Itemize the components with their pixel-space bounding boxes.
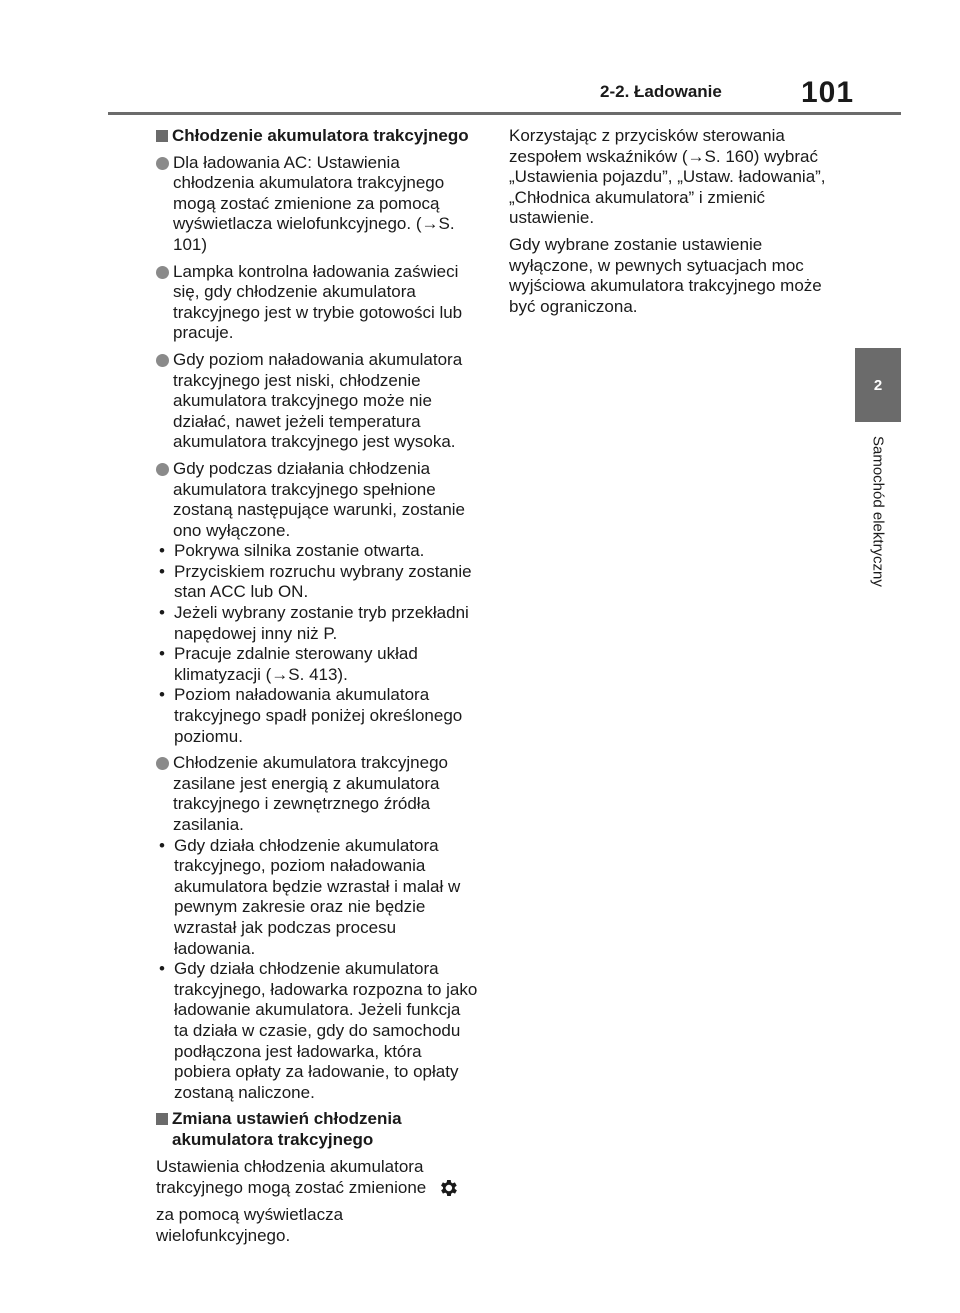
- bullet-paragraph: [156, 350, 478, 453]
- gear-icon: [437, 1177, 459, 1199]
- square-marker-icon: [156, 1113, 168, 1125]
- paragraph: [509, 235, 839, 317]
- chapter-tab: [855, 348, 901, 422]
- circle-bullet-icon: [156, 757, 169, 770]
- square-marker-icon: [156, 130, 168, 142]
- circle-bullet-icon: [156, 157, 169, 170]
- bullet-paragraph: [156, 262, 478, 344]
- bullet-paragraph: [156, 153, 478, 256]
- paragraph-text: za pomocą wyświetlacza wielofunkcyjnego.: [156, 1205, 344, 1245]
- heading-text: Zmiana ustawień chłodzenia akumulatora trakcyjnego: [172, 1109, 402, 1149]
- paragraph-text: Dla ładowania AC: Ustawienia chłodzenia akumulatora trakcyjnego mogą zostać zmienione za pomocą wyświetlacza wielofunkcyjnego. (→S. 101): [173, 152, 455, 254]
- chapter-label: Samochód elektryczny: [869, 436, 887, 587]
- paragraph: [156, 1157, 478, 1200]
- circle-bullet-icon: [156, 266, 169, 279]
- bullet-paragraph: [156, 459, 478, 541]
- list-item: • Jeżeli wybrany zostanie tryb przekładni napędowej inny niż P.: [159, 603, 469, 643]
- section-title: 2-2. Ładowanie: [600, 82, 722, 101]
- section-heading: [156, 126, 478, 147]
- list-item: • Przyciskiem rozruchu wybrany zostanie stan ACC lub ON.: [159, 561, 472, 602]
- header-divider: [108, 112, 901, 115]
- chapter-number: 2: [873, 376, 883, 394]
- paragraph: [509, 126, 839, 229]
- left-column: [156, 126, 478, 1252]
- right-column: [509, 126, 839, 323]
- paragraph-text: Gdy podczas działania chłodzenia akumulatora trakcyjnego spełnione zostaną następujące warunki, zostanie ono wyłączone.: [173, 458, 466, 540]
- paragraph-text: Ustawienia chłodzenia akumulatora trakcyjnego mogą zostać zmienione: [156, 1156, 427, 1198]
- section-heading: [156, 1109, 478, 1150]
- list-item: • Pracuje zdalnie sterowany układ klimatyzacji (→S. 413).: [159, 644, 418, 684]
- paragraph-text: Gdy wybrane zostanie ustawienie wyłączone, w pewnych sytuacjach moc wyjściowa akumulatora trakcyjnego może być ograniczona.: [509, 234, 822, 316]
- list-item: • Poziom naładowania akumulatora trakcyjnego spadł poniżej określonego poziomu.: [159, 685, 463, 746]
- note-list: [156, 836, 478, 1104]
- list-item: • Gdy działa chłodzenie akumulatora trakcyjnego, poziom naładowania akumulatora będzie wzrastał i malał w pewnym zakresie oraz nie będzie wzrastał jak podczas procesu ładowania.: [159, 835, 461, 958]
- list-item: • Pokrywa silnika zostanie otwarta.: [159, 541, 425, 561]
- circle-bullet-icon: [156, 354, 169, 367]
- heading-text: Chłodzenie akumulatora trakcyjnego: [172, 126, 469, 145]
- page-number: 101: [801, 76, 855, 109]
- paragraph-text: Korzystając z przycisków sterowania zespołem wskaźników (→S. 160) wybrać „Ustawienia pojazdu”, „Ustaw. ładowania”, „Chłodnica akumulatora” i zmienić ustawienie.: [509, 126, 826, 228]
- condition-list: [156, 541, 478, 747]
- paragraph-text: Gdy poziom naładowania akumulatora trakcyjnego jest niski, chłodzenie akumulatora trakcyjnego może nie działać, nawet jeżeli temperatura akumulatora trakcyjnego jest wysoka.: [173, 349, 463, 452]
- paragraph: [156, 1205, 478, 1246]
- bullet-paragraph: [156, 753, 478, 835]
- list-item: • Gdy działa chłodzenie akumulatora trakcyjnego, ładowarka rozpozna to jako ładowanie akumulatora. Jeżeli funkcja ta działa w czasie, gdy do samochodu podłączona jest ładowarka, która pobiera opłaty za ładowanie, to opłaty zostaną naliczone.: [159, 959, 478, 1102]
- circle-bullet-icon: [156, 463, 169, 476]
- paragraph-text: Lampka kontrolna ładowania zaświeci się, gdy chłodzenie akumulatora trakcyjnego jest w trybie gotowości lub pracuje.: [173, 261, 463, 343]
- paragraph-text: Chłodzenie akumulatora trakcyjnego zasilane jest energią z akumulatora trakcyjnego i zewnętrznego źródła zasilania.: [173, 753, 448, 834]
